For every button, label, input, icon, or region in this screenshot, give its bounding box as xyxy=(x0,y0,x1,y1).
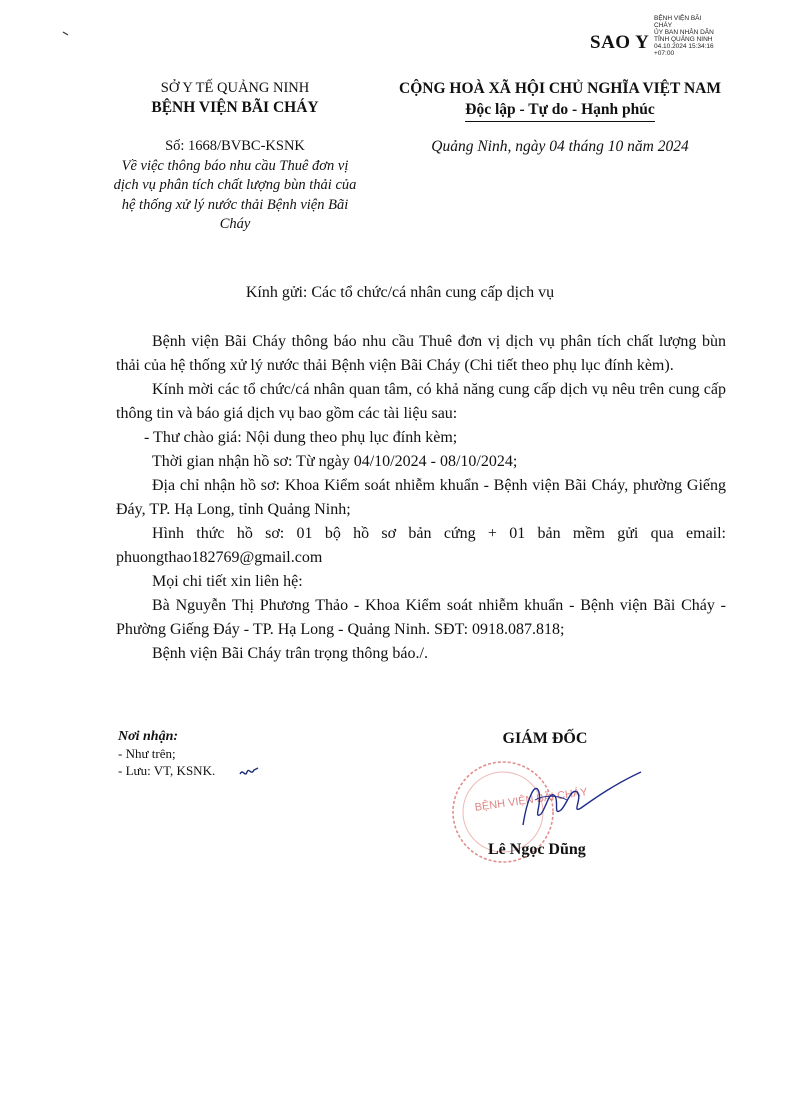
paragraph: Kính mời các tổ chức/cá nhân quan tâm, có khả năng cung cấp dịch vụ nêu trên cung cấp thông tin và báo giá dịch vụ bao gồm các tài liệu sau: xyxy=(116,381,726,422)
paragraph: Hình thức hồ sơ: 01 bộ hồ sơ bản cứng + 01 bản mềm gửi qua email: phuongthao182769@gmail.com xyxy=(116,525,726,566)
signer-name: Lê Ngọc Dũng xyxy=(488,841,586,858)
digital-signature-info xyxy=(654,15,714,57)
signer-title: GIÁM ĐỐC xyxy=(502,730,588,747)
recipient-item: - Như trên; xyxy=(118,746,176,761)
letter-body xyxy=(116,330,726,666)
sig-line: BỆNH VIỆN BÃI xyxy=(654,15,702,22)
date-place: Quảng Ninh, ngày 04 tháng 10 năm 2024 xyxy=(431,138,689,155)
issuer-block xyxy=(120,78,350,118)
copy-stamp-label: SAO Y xyxy=(590,32,650,53)
sig-line: +07:00 xyxy=(654,50,675,57)
sig-line: TỈNH QUẢNG NINH xyxy=(654,36,713,43)
national-motto: Độc lập - Tự do - Hạnh phúc xyxy=(465,99,654,122)
document-subject: Về việc thông báo nhu cầu Thuê đơn vị dịch vụ phân tích chất lượng bùn thải của hệ thống xử lý nước thải Bệnh viện Bãi Cháy xyxy=(113,157,357,232)
national-heading xyxy=(370,78,750,122)
recipients-title: Nơi nhận: xyxy=(118,729,179,744)
paragraph: Thời gian nhận hồ sơ: Từ ngày 04/10/2024 - 08/10/2024; xyxy=(152,453,518,470)
paragraph: Bà Nguyễn Thị Phương Thảo - Khoa Kiểm soát nhiễm khuẩn - Bệnh viện Bãi Cháy - Phường Giếng Đáy - TP. Hạ Long - Quảng Ninh. SĐT: 0918.087.818; xyxy=(116,597,726,638)
recipient-item: - Lưu: VT, KSNK. xyxy=(118,763,216,778)
sig-line: 04.10.2024 15:34:16 xyxy=(654,43,714,50)
handwritten-signature xyxy=(505,770,645,840)
recipient-line: Kính gửi: Các tổ chức/cá nhân cung cấp dịch vụ xyxy=(245,284,555,301)
paragraph: Bệnh viện Bãi Cháy trân trọng thông báo./. xyxy=(152,645,428,662)
paragraph: Địa chỉ nhận hồ sơ: Khoa Kiểm soát nhiễm khuẩn - Bệnh viện Bãi Cháy, phường Giếng Đáy, TP. Hạ Long, tỉnh Quảng Ninh; xyxy=(116,477,726,518)
document-number: Số: 1668/BVBC-KSNK xyxy=(165,138,305,154)
department-name: SỞ Y TẾ QUẢNG NINH xyxy=(160,80,310,96)
hospital-name: BỆNH VIỆN BÃI CHÁY xyxy=(151,99,319,116)
nation-title: CỘNG HOÀ XÃ HỘI CHỦ NGHĨA VIỆT NAM xyxy=(399,80,721,97)
seal-text: BỆNH VIỆN BÃI CHÁY xyxy=(474,786,589,814)
paragraph: Bệnh viện Bãi Cháy thông báo nhu cầu Thuê đơn vị dịch vụ phân tích chất lượng bùn thải của hệ thống xử lý nước thải Bệnh viện Bãi Cháy (Chi tiết theo phụ lục đính kèm). xyxy=(116,333,726,374)
recipients-list xyxy=(118,728,215,779)
sig-line: ỦY BAN NHÂN DÂN xyxy=(654,29,714,36)
scan-speck xyxy=(60,8,80,38)
paragraph: - Thư chào giá: Nội dung theo phụ lục đính kèm; xyxy=(144,429,458,446)
initial-mark xyxy=(238,764,260,782)
sig-line: CHÁY xyxy=(654,22,673,29)
paragraph: Mọi chi tiết xin liên hệ: xyxy=(152,573,303,590)
document-reference xyxy=(108,137,362,235)
